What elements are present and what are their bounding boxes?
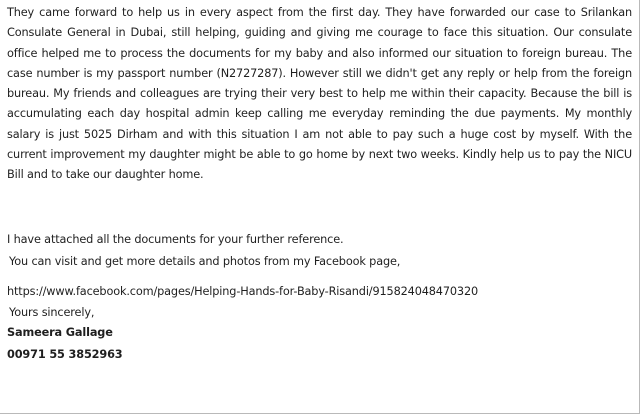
facebook-page-url: https://www.facebook.com/pages/Helping-Hands-for-Baby-Risandi/915824048470320 [7, 285, 479, 298]
closing-salutation: Yours sincerely, [9, 306, 95, 319]
signature-name: Sameera Gallage [7, 326, 113, 339]
attached-documents-note: I have attached all the documents for your further reference. [7, 233, 344, 246]
signature-phone: 00971 55 3852963 [7, 348, 123, 361]
letter-body-paragraph: They came forward to help us in every aspect from the first day. They have forwarded our case to Srilankan Consulate General in Dubai, still helping, guiding and giving me courage to face this situation. Our consulate office helped me to process the documents for my baby and also informed our situation to foreign bureau. The case number is my passport number (N2727287). However still we didn't get any reply or help from the foreign bureau. My friends and colleagues are trying their very best to help me within their capacity. Because the bill is accumulating each day hospital admin keep calling me everyday reminding the due payments. My monthly salary is just 5025 Dirham and with this situation I am not able to pay such a huge cost by myself. With the current improvement my daughter might be able to go home by next two weeks. Kindly help us to pay the NICU Bill and to take our daughter home. [7, 6, 632, 182]
facebook-visit-note: You can visit and get more details and photos from my Facebook page, [9, 255, 401, 268]
